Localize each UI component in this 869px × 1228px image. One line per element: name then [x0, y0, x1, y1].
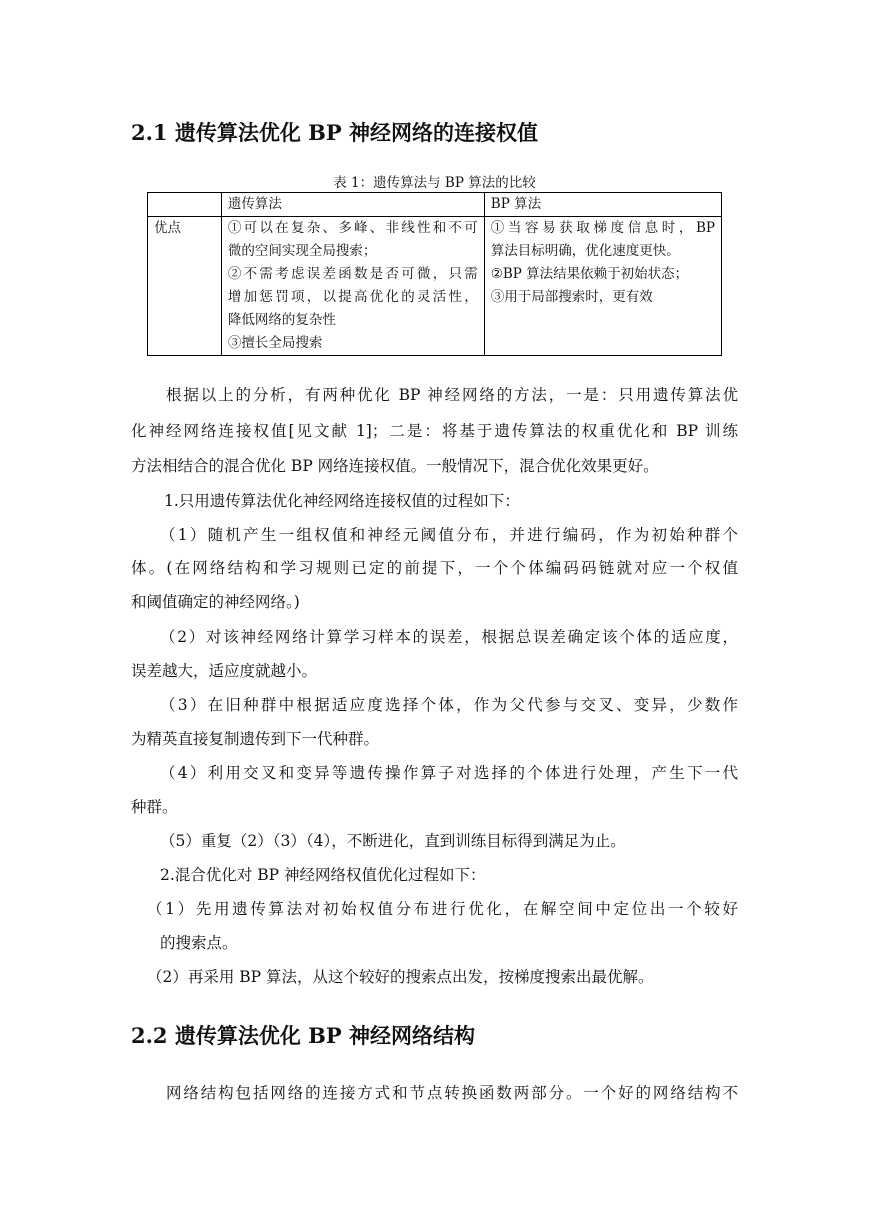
body-line: （2）对该神经网络计算学习样本的误差，根据总误差确定该个体的适应度， — [160, 628, 738, 646]
body-line: （1）随机产生一组权值和神经元阈值分布，并进行编码，作为初始种群个 — [160, 526, 738, 544]
ga-line: 增加惩罚项，以提高优化的灵活性， — [227, 289, 478, 305]
body-line: 为精英直接复制遗传到下一代种群。 — [131, 730, 380, 748]
section-heading-2-2: 2.2 遗传算法优化 BP 神经网络结构 — [131, 1023, 476, 1048]
bp-line: ②BP 算法结果依赖于初始状态； — [490, 266, 689, 282]
bp-advantages-cell — [484, 217, 721, 356]
section-heading-2-1: 2.1 遗传算法优化 BP 神经网络的连接权值 — [131, 120, 539, 145]
body-line: （2）再采用 BP 算法，从这个较好的搜索点出发，按梯度搜索出最优解。 — [147, 968, 654, 986]
row-label-cell: 优点 — [148, 217, 222, 356]
body-line: （1）先用遗传算法对初始权值分布进行优化，在解空间中定位出一个较好 — [147, 900, 738, 918]
ga-advantages-cell — [221, 217, 484, 356]
ga-line: 微的空间实现全局搜索； — [227, 243, 377, 259]
body-line: 体。(在网络结构和学习规则已定的前提下，一个个体编码码链就对应一个权值 — [131, 559, 738, 577]
body-line: 和阈值确定的神经网络。) — [131, 593, 300, 611]
body-line: 网络结构包括网络的连接方式和节点转换函数两部分。一个好的网络结构不 — [166, 1084, 738, 1102]
body-line: 种群。 — [131, 798, 178, 816]
body-line: 化神经网络连接权值[见文献 1]；二是：将基于遗传算法的权重优化和 BP 训练 — [131, 422, 738, 440]
bp-line: ①当容易获取梯度信息时，BP — [490, 220, 715, 236]
ga-line: ②不需考虑误差函数是否可微，只需 — [227, 266, 478, 282]
ga-line: ①可以在复杂、多峰、非线性和不可 — [227, 220, 478, 236]
body-line: 1.只用遗传算法优化神经网络连接权值的过程如下： — [164, 492, 520, 510]
table-row — [148, 217, 722, 356]
header-cell-ga: 遗传算法 — [221, 193, 484, 217]
table-caption: 表 1：遗传算法与 BP 算法的比较 — [333, 175, 536, 191]
body-line: 2.混合优化对 BP 神经网络权值优化过程如下： — [160, 866, 486, 884]
bp-line: 算法目标明确，优化速度更快。 — [490, 243, 680, 259]
body-line: 的搜索点。 — [160, 934, 238, 952]
body-line: 误差越大，适应度就越小。 — [131, 662, 318, 680]
table-header-row — [148, 193, 722, 217]
body-line: 根据以上的分析，有两种优化 BP 神经网络的方法，一是：只用遗传算法优 — [166, 386, 738, 404]
comparison-table — [147, 192, 722, 356]
ga-line: 降低网络的复杂性 — [227, 312, 336, 328]
header-cell-bp: BP 算法 — [484, 193, 721, 217]
ga-line: ③擅长全局搜索 — [227, 335, 323, 351]
body-line: （4）利用交叉和变异等遗传操作算子对选择的个体进行处理，产生下一代 — [160, 764, 738, 782]
header-cell-empty — [148, 193, 222, 217]
body-line: （3）在旧种群中根据适应度选择个体，作为父代参与交叉、变异，少数作 — [160, 696, 738, 714]
body-line: （5）重复（2）（3）（4），不断进化，直到训练目标得到满足为止。 — [160, 832, 626, 850]
bp-line: ③用于局部搜索时，更有效 — [490, 289, 653, 305]
body-line: 方法相结合的混合优化 BP 网络连接权值。一般情况下，混合优化效果更好。 — [131, 457, 659, 475]
